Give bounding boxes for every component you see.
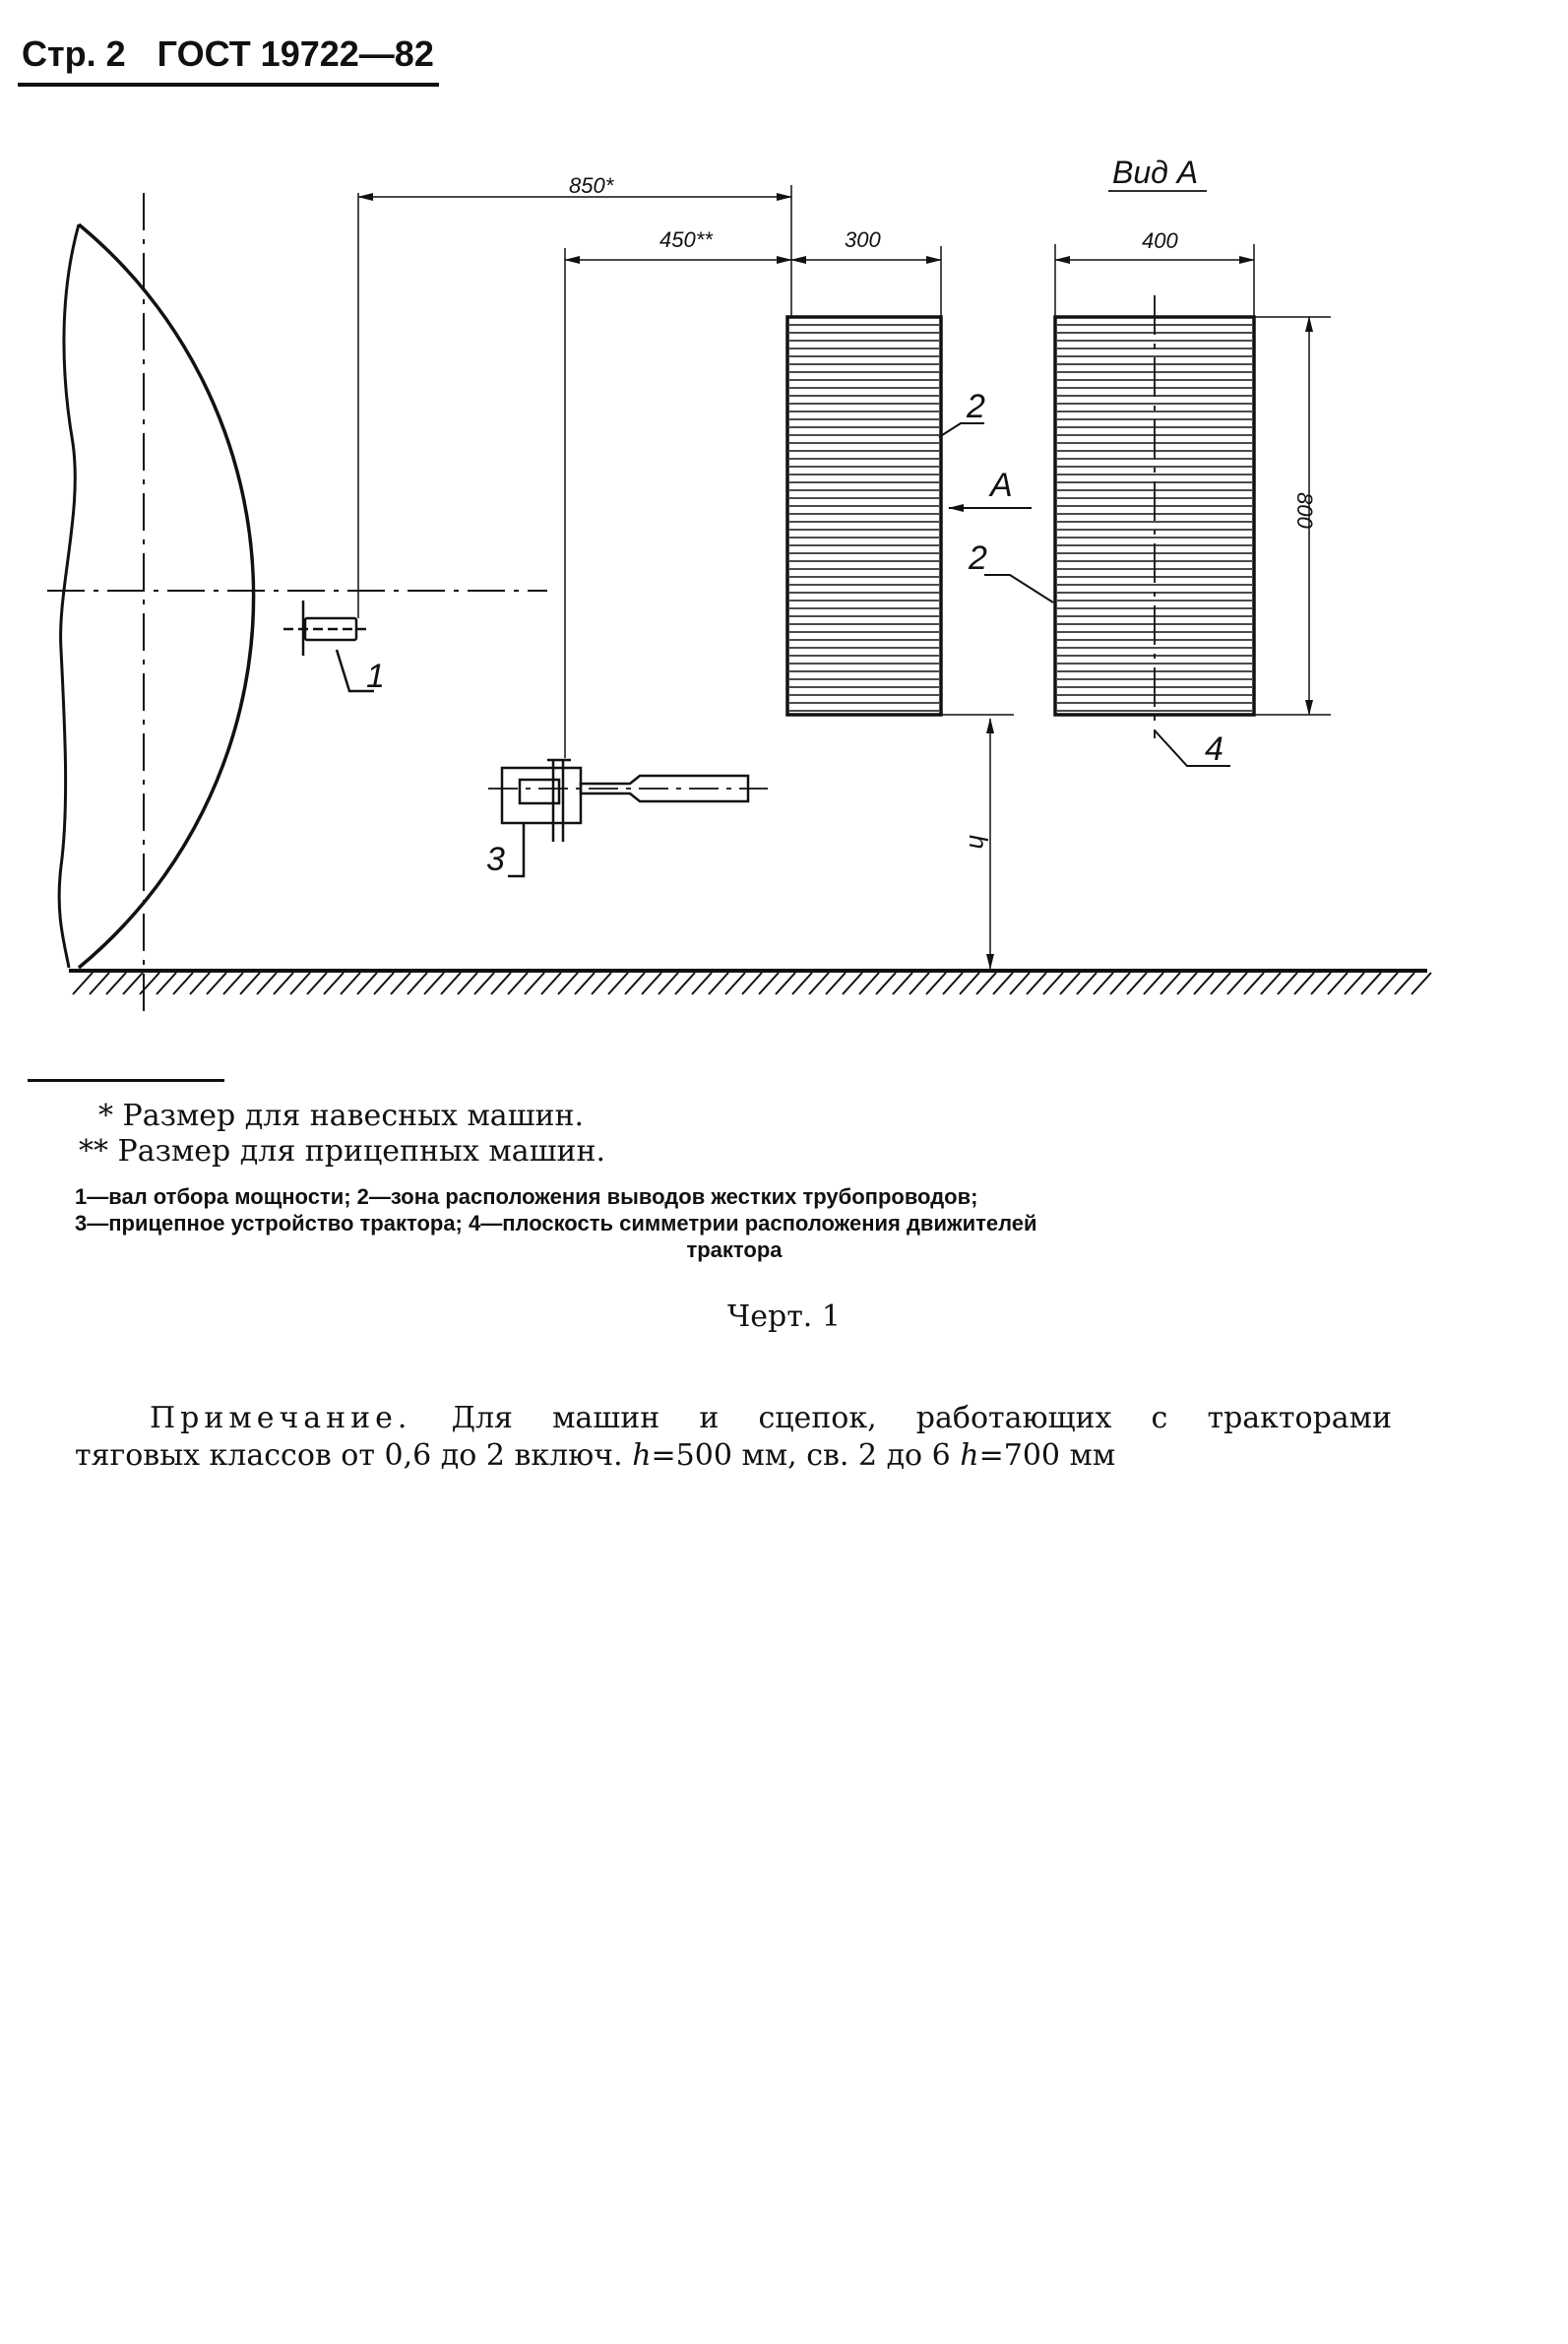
dim-800 (1254, 317, 1331, 715)
dim-850 (358, 173, 791, 317)
dim-800-label: 800 (1292, 492, 1317, 529)
header-text (22, 33, 434, 75)
legend-line-2: 3—прицепное устройство трактора; 4—плоскость симметрии расположения движителей (75, 1211, 1037, 1235)
callout-1-label: 1 (366, 658, 385, 695)
wheel-outline (79, 224, 254, 968)
standard-number: ГОСТ 19722—82 (157, 33, 434, 74)
dim-h (941, 715, 1014, 969)
callout-2-view (968, 539, 1053, 602)
callout-3 (486, 841, 505, 878)
callout-2-side (939, 388, 985, 437)
callout-3-label: 3 (486, 841, 505, 878)
footnote-mounted: * Размер для навесных машин. (98, 1099, 585, 1133)
callout-1 (366, 658, 385, 695)
note-line-2-a: тяговых классов от 0,6 до 2 включ. (75, 1438, 623, 1473)
footnote-trailed: ** Размер для прицепных машин. (79, 1134, 605, 1169)
drawing-legend (75, 1183, 1394, 1263)
callout-4-label: 4 (1205, 730, 1223, 768)
note-paragraph (75, 1400, 1392, 1475)
note-h-1: h (632, 1438, 652, 1473)
note-line-2 (75, 1437, 1392, 1475)
dim-400-label: 400 (1142, 228, 1178, 253)
dim-h-label: h (964, 835, 993, 850)
wheel-break-line (59, 224, 79, 968)
dim-300 (791, 227, 941, 317)
dim-850-label: 850* (569, 173, 614, 198)
view-a-title (1108, 155, 1207, 191)
dim-450-label: 450** (659, 227, 713, 252)
figure-caption: Черт. 1 (727, 1299, 841, 1334)
legend-line-1: 1—вал отбора мощности; 2—зона расположения выводов жестких трубопроводов; (75, 1184, 978, 1209)
view-a-arrow-label: А (990, 467, 1013, 504)
dim-300-label: 300 (845, 227, 881, 252)
ground-hatching (73, 973, 1431, 994)
callout-2-view-label: 2 (969, 539, 987, 577)
footnote-rule (28, 1079, 224, 1082)
note-h-2: h (960, 1438, 979, 1473)
callout-2-side-label: 2 (967, 388, 985, 425)
note-line-1 (75, 1400, 1392, 1437)
dim-450 (565, 227, 791, 260)
tractor-hitch (488, 760, 768, 876)
view-a-arrow (949, 467, 1032, 508)
technical-drawing (0, 118, 1568, 1044)
view-a-title-text: Вид А (1112, 155, 1199, 190)
note-line-1-text: Для машин и сцепок, работающих с тракторами (451, 1401, 1392, 1435)
callout-4 (1155, 730, 1230, 768)
note-label: Примечание. (150, 1401, 412, 1435)
header-underline (18, 83, 439, 87)
note-line-2-b: =500 мм, св. 2 до 6 (651, 1438, 951, 1473)
pto-shaft (283, 601, 374, 691)
note-line-2-c: =700 мм (978, 1438, 1116, 1473)
legend-line-3: трактора (686, 1237, 783, 1262)
page-header (18, 28, 441, 89)
page-number: Стр. 2 (22, 33, 126, 74)
